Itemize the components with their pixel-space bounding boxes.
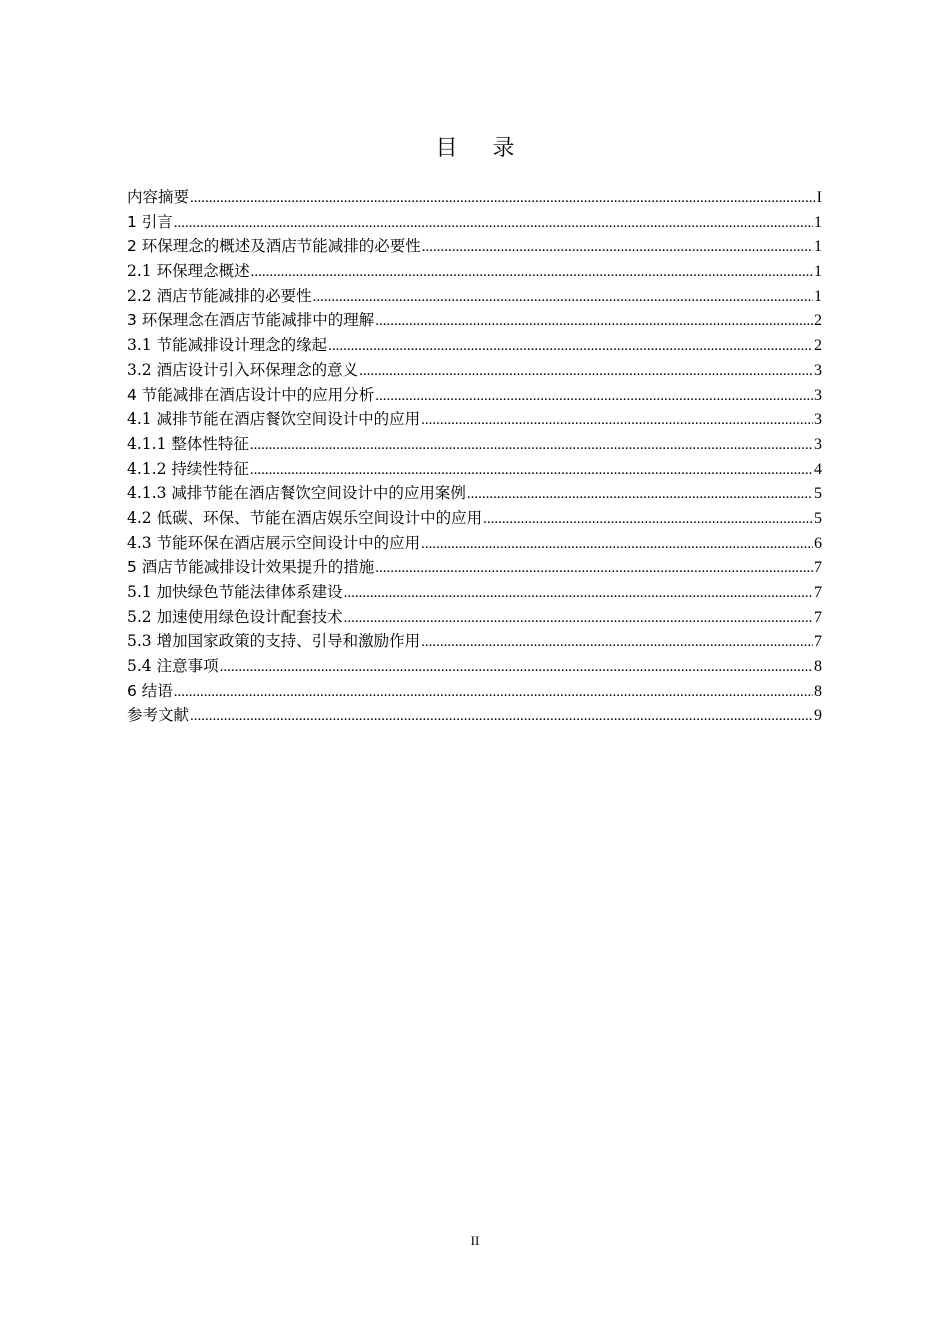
toc-entry-label: 2.2 酒店节能减排的必要性 xyxy=(127,286,312,305)
toc-entry[interactable] xyxy=(127,358,822,383)
toc-entry-page: 6 xyxy=(814,534,822,552)
toc-dot-leader xyxy=(421,408,813,433)
toc-entry-page: 4 xyxy=(814,460,822,478)
toc-entry[interactable] xyxy=(127,481,822,506)
toc-entry[interactable] xyxy=(127,531,822,556)
toc-entry-label: 2.1 环保理念概述 xyxy=(127,262,250,281)
toc-dot-leader xyxy=(313,285,813,310)
toc-entry-label: 4.1.2 持续性特征 xyxy=(127,459,249,478)
toc-dot-leader xyxy=(375,556,813,581)
toc-dot-leader xyxy=(328,334,813,359)
toc-entry-label: 3 环保理念在酒店节能减排中的理解 xyxy=(127,311,375,330)
toc-dot-leader xyxy=(467,482,813,507)
toc-entry-page: 3 xyxy=(814,411,822,429)
toc-entry[interactable] xyxy=(127,284,822,309)
toc-entry-page: 7 xyxy=(814,633,822,651)
toc-dot-leader xyxy=(220,655,813,680)
toc-entry[interactable] xyxy=(127,383,822,408)
toc-entry-label: 5 酒店节能减排设计效果提升的措施 xyxy=(127,558,375,577)
toc-dot-leader xyxy=(250,458,813,483)
toc-dot-leader xyxy=(251,260,813,285)
toc-dot-leader xyxy=(190,704,813,729)
toc-entry-label: 4.1.1 整体性特征 xyxy=(127,434,249,453)
toc-entry[interactable] xyxy=(127,259,822,284)
toc-entry-label: 4 节能减排在酒店设计中的应用分析 xyxy=(127,385,375,404)
toc-dot-leader xyxy=(190,186,816,211)
toc-entry[interactable] xyxy=(127,333,822,358)
toc-entry-page: 2 xyxy=(814,337,822,355)
toc-dot-leader xyxy=(174,211,813,236)
toc-entry[interactable] xyxy=(127,679,822,704)
toc-entry-label: 4.3 节能环保在酒店展示空间设计中的应用 xyxy=(127,533,421,552)
toc-entry[interactable] xyxy=(127,432,822,457)
toc-entry-page: 1 xyxy=(814,287,822,305)
toc-entry-label: 5.4 注意事项 xyxy=(127,657,219,676)
toc-entry-label: 6 结语 xyxy=(127,681,173,700)
toc-dot-leader xyxy=(250,433,813,458)
toc-entry[interactable] xyxy=(127,703,822,728)
toc-entry[interactable] xyxy=(127,629,822,654)
toc-dot-leader xyxy=(421,630,813,655)
toc-entry-label: 内容摘要 xyxy=(127,188,190,206)
toc-entry-page: I xyxy=(816,189,822,206)
toc-dot-leader xyxy=(422,235,813,260)
toc-dot-leader xyxy=(359,359,813,384)
toc-entry-label: 参考文献 xyxy=(127,706,190,725)
toc-entry[interactable] xyxy=(127,185,822,210)
toc-entry-label: 5.2 加速使用绿色设计配套技术 xyxy=(127,607,343,626)
toc-entry[interactable] xyxy=(127,234,822,259)
toc-entry[interactable] xyxy=(127,555,822,580)
toc-entry-page: 3 xyxy=(814,435,822,453)
toc-entry-page: 7 xyxy=(814,559,822,577)
toc-entry-page: 1 xyxy=(814,263,822,281)
toc-entry[interactable] xyxy=(127,457,822,482)
toc-entry-label: 4.1.3 减排节能在酒店餐饮空间设计中的应用案例 xyxy=(127,484,466,503)
toc-entry[interactable] xyxy=(127,654,822,679)
toc-dot-leader xyxy=(344,581,813,606)
toc-dot-leader xyxy=(375,309,813,334)
toc-entry[interactable] xyxy=(127,210,822,235)
toc-entry-page: 1 xyxy=(814,213,822,231)
toc-entry[interactable] xyxy=(127,605,822,630)
toc-entry-page: 9 xyxy=(814,707,822,725)
toc-entry-label: 4.2 低碳、环保、节能在酒店娱乐空间设计中的应用 xyxy=(127,508,483,527)
toc-entry-page: 5 xyxy=(814,509,822,527)
toc-entry-page: 3 xyxy=(814,361,822,379)
toc-entry[interactable] xyxy=(127,407,822,432)
toc-entry-page: 8 xyxy=(814,682,822,700)
toc-dot-leader xyxy=(483,507,813,532)
toc-entry-label: 1 引言 xyxy=(127,212,173,231)
toc-dot-leader xyxy=(344,606,813,631)
toc-entry[interactable] xyxy=(127,308,822,333)
toc-dot-leader xyxy=(375,384,813,409)
toc-entry-label: 3.1 节能减排设计理念的缘起 xyxy=(127,336,328,355)
toc-entry-page: 5 xyxy=(814,485,822,503)
toc-entry-label: 5.1 加快绿色节能法律体系建设 xyxy=(127,583,343,601)
toc-entry-label: 2 环保理念的概述及酒店节能减排的必要性 xyxy=(127,237,421,256)
toc-entry-page: 2 xyxy=(814,312,822,330)
toc-entry[interactable] xyxy=(127,506,822,531)
table-of-contents xyxy=(127,185,822,728)
toc-entry-label: 4.1 减排节能在酒店餐饮空间设计中的应用 xyxy=(127,410,421,429)
toc-entry-page: 7 xyxy=(814,584,822,601)
toc-entry-page: 1 xyxy=(814,238,822,256)
toc-entry-page: 7 xyxy=(814,608,822,626)
toc-entry-page: 3 xyxy=(814,386,822,404)
toc-dot-leader xyxy=(421,532,813,557)
toc-entry-label: 3.2 酒店设计引入环保理念的意义 xyxy=(127,360,359,379)
toc-entry[interactable] xyxy=(127,580,822,605)
toc-entry-label: 5.3 增加国家政策的支持、引导和激励作用 xyxy=(127,632,421,651)
footer-page-number: II xyxy=(470,1233,480,1248)
toc-entry-page: 8 xyxy=(814,658,822,676)
page-title: 目 录 xyxy=(435,136,529,161)
toc-dot-leader xyxy=(174,680,813,705)
